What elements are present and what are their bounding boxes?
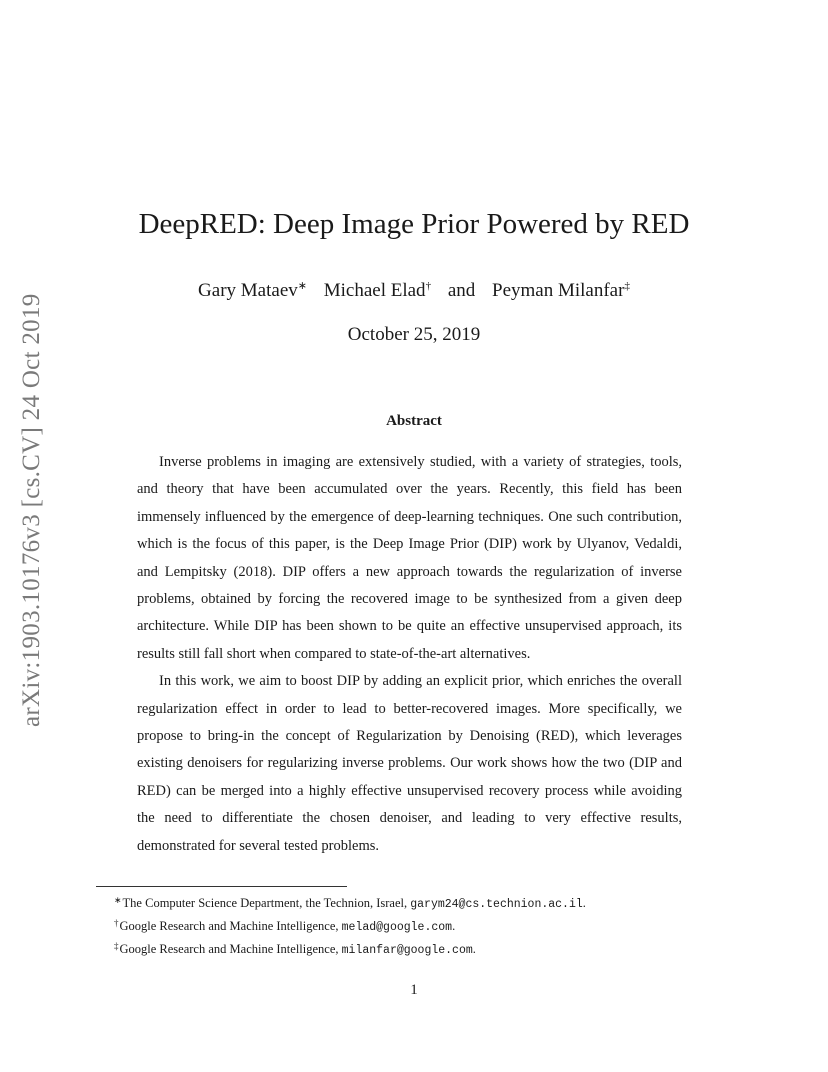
footnote-end: . (582, 896, 586, 910)
footnote-text: Google Research and Machine Intelligence, (119, 942, 342, 956)
footnote-mark: ‡ (114, 941, 119, 951)
footnote-1 (114, 891, 714, 914)
footnote-email[interactable]: melad@google.com (341, 921, 453, 934)
abstract-heading: Abstract (386, 413, 442, 429)
publication-date: October 25, 2019 (347, 324, 481, 345)
author-1 (198, 280, 307, 301)
footnote-text: Google Research and Machine Intelligence, (119, 919, 342, 933)
author-name: Michael Elad (323, 280, 426, 301)
footnotes (114, 891, 714, 960)
author-list (0, 279, 828, 302)
footnote-3 (114, 937, 714, 960)
page-number: 1 (410, 982, 418, 998)
footnote-divider (96, 886, 347, 887)
abstract-paragraph: In this work, we aim to boost DIP by adding an explicit prior, which enriches the overall regularization effect in order to lead to better-recovered images. More specifically, we propose to bring-in the concept of Regularization by Denoising (RED), which leverages existing denoisers for regularizing inverse problems. Our work shows how the two (DIP and RED) can be merged into a highly effective unsupervised recovery process while avoiding the need to differentiate the chosen denoiser, and leading to very effective results, demonstrated for several tested problems. (137, 673, 682, 854)
footnote-text: The Computer Science Department, the Technion, Israel, (122, 896, 411, 910)
author-conjunction: and (447, 280, 476, 301)
footnote-mark: ∗ (114, 895, 122, 905)
author-3 (492, 280, 630, 301)
author-mark: ∗ (297, 280, 307, 292)
footnote-end: . (472, 942, 476, 956)
author-mark: ‡ (624, 280, 630, 292)
author-mark: † (425, 280, 432, 292)
footnote-mark: † (114, 918, 119, 928)
footnote-email[interactable]: milanfar@google.com (341, 944, 473, 957)
footnote-end: . (452, 919, 456, 933)
footnote-2 (114, 914, 714, 937)
arxiv-identifier: arXiv:1903.10176v3 [cs.CV] 24 Oct 2019 (18, 293, 45, 727)
paper-title: DeepRED: Deep Image Prior Powered by RED (138, 208, 690, 240)
abstract-body (137, 449, 682, 860)
footnote-email[interactable]: garym24@cs.technion.ac.il (410, 898, 583, 911)
author-name: Gary Mataev (198, 280, 298, 301)
author-2 (324, 280, 431, 301)
author-name: Peyman Milanfar (492, 280, 625, 301)
abstract-paragraph: Inverse problems in imaging are extensively studied, with a variety of strategies, tools, and theory that have been accumulated over the years. Recently, this field has been immensely influenced by the emergence of deep-learning techniques. One such contribution, which is the focus of this paper, is the Deep Image Prior (DIP) work by Ulyanov, Vedaldi, and Lempitsky (2018). DIP offers a new approach towards the regularization of inverse problems, obtained by forcing the recovered image to be synthesized from a given deep architecture. While DIP has been shown to be quite an effective unsupervised approach, its results still fall short when compared to state-of-the-art alternatives. (137, 454, 682, 662)
